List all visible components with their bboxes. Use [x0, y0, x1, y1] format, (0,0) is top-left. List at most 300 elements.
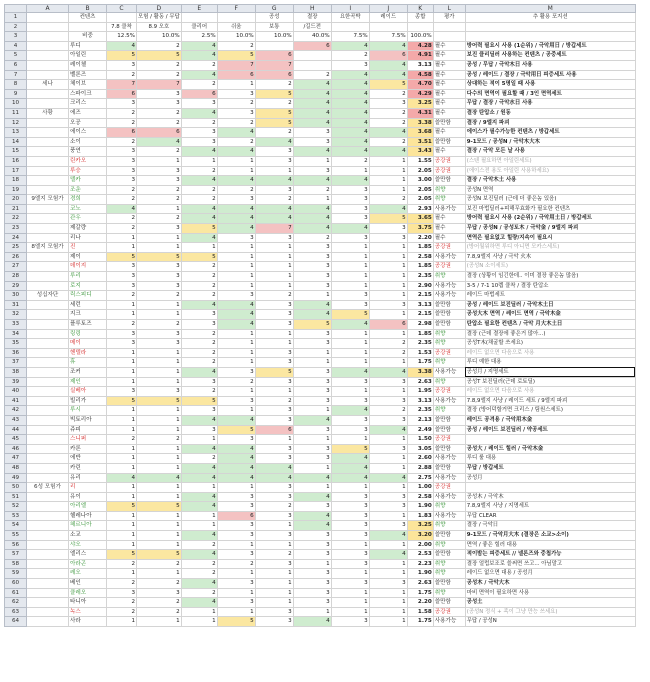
- blank-cell[interactable]: [27, 89, 69, 99]
- row-number[interactable]: 19: [5, 185, 27, 195]
- rating-cell[interactable]: 쓸만함: [433, 550, 465, 560]
- score-cell[interactable]: 1: [107, 531, 137, 541]
- score-cell[interactable]: 4: [181, 147, 217, 157]
- rating-cell[interactable]: 사용가능: [433, 511, 465, 521]
- score-cell[interactable]: 3: [369, 377, 407, 387]
- score-cell[interactable]: 1: [255, 540, 293, 550]
- score-cell[interactable]: 1: [181, 156, 217, 166]
- hero-name[interactable]: 리: [69, 483, 107, 493]
- rating-cell[interactable]: 공강권: [433, 243, 465, 253]
- blank-cell[interactable]: [27, 425, 69, 435]
- score-cell[interactable]: 3: [331, 579, 369, 589]
- group-label[interactable]: 8엘지 모험가: [27, 243, 69, 253]
- score-cell[interactable]: 1: [331, 435, 369, 445]
- score-cell[interactable]: 3: [255, 156, 293, 166]
- score-cell[interactable]: 5: [331, 444, 369, 454]
- group-label[interactable]: 사황: [27, 108, 69, 118]
- score-cell[interactable]: 3: [369, 492, 407, 502]
- usage-note[interactable]: 공성N 면역: [465, 185, 635, 195]
- weight-f[interactable]: 10.0%: [217, 32, 255, 42]
- score-cell[interactable]: 3: [331, 492, 369, 502]
- usage-note[interactable]: [465, 435, 635, 445]
- score-cell[interactable]: 2: [217, 41, 255, 51]
- score-cell[interactable]: 2: [181, 559, 217, 569]
- total-score[interactable]: 3.75: [407, 224, 433, 234]
- blank-cell[interactable]: [27, 147, 69, 157]
- score-cell[interactable]: 3: [181, 377, 217, 387]
- score-cell[interactable]: 4: [217, 463, 255, 473]
- score-cell[interactable]: 3: [293, 281, 331, 291]
- usage-note[interactable]: 공성 / 레이드 보진딜러 / 극악木土日: [465, 300, 635, 310]
- rating-cell[interactable]: 필수: [433, 224, 465, 234]
- total-score[interactable]: 2.05: [407, 166, 433, 176]
- score-cell[interactable]: 2: [293, 70, 331, 80]
- score-cell[interactable]: 3: [293, 128, 331, 138]
- row-number[interactable]: 38: [5, 367, 27, 377]
- usage-note[interactable]: 레이드 없으면 다음으로 사용: [465, 387, 635, 397]
- column-header-k[interactable]: K: [407, 5, 433, 13]
- score-cell[interactable]: 4: [255, 176, 293, 186]
- usage-note[interactable]: 결장 / 극악 모든 날 사용: [465, 147, 635, 157]
- score-cell[interactable]: 5: [217, 425, 255, 435]
- score-cell[interactable]: 4: [137, 473, 182, 483]
- row-number[interactable]: 37: [5, 358, 27, 368]
- score-cell[interactable]: 4: [217, 128, 255, 138]
- score-cell[interactable]: 1: [217, 607, 255, 617]
- row-number[interactable]: 33: [5, 320, 27, 330]
- score-cell[interactable]: 1: [181, 435, 217, 445]
- blank-cell[interactable]: [331, 22, 369, 32]
- score-cell[interactable]: 3: [331, 511, 369, 521]
- usage-note[interactable]: 결장 / 극악日: [465, 521, 635, 531]
- hero-name[interactable]: 카론: [69, 444, 107, 454]
- score-cell[interactable]: 5: [255, 89, 293, 99]
- score-cell[interactable]: 4: [293, 300, 331, 310]
- group-label[interactable]: 세나: [27, 80, 69, 90]
- score-cell[interactable]: 2: [255, 396, 293, 406]
- score-cell[interactable]: 2: [369, 137, 407, 147]
- hero-name[interactable]: 소이: [69, 137, 107, 147]
- total-score[interactable]: 2.05: [407, 185, 433, 195]
- score-cell[interactable]: 2: [107, 108, 137, 118]
- score-cell[interactable]: 3: [217, 550, 255, 560]
- hero-name[interactable]: 베인: [69, 579, 107, 589]
- score-cell[interactable]: 3: [107, 60, 137, 70]
- blank-cell[interactable]: [27, 176, 69, 186]
- header-total[interactable]: 종합: [407, 13, 433, 23]
- score-cell[interactable]: 2: [181, 540, 217, 550]
- score-cell[interactable]: 1: [255, 435, 293, 445]
- total-score[interactable]: 1.75: [407, 617, 433, 627]
- score-cell[interactable]: 4: [331, 99, 369, 109]
- score-cell[interactable]: 2: [137, 214, 182, 224]
- score-cell[interactable]: 3: [255, 300, 293, 310]
- rating-cell[interactable]: 취향: [433, 406, 465, 416]
- row-number[interactable]: 49: [5, 473, 27, 483]
- row-number[interactable]: 25: [5, 243, 27, 253]
- score-cell[interactable]: 2: [331, 156, 369, 166]
- score-cell[interactable]: 4: [181, 176, 217, 186]
- score-cell[interactable]: 4: [369, 60, 407, 70]
- rating-cell[interactable]: 쓸만함: [433, 118, 465, 128]
- usage-note[interactable]: 루디 룰 대용: [465, 454, 635, 464]
- rating-cell[interactable]: 사용가능: [433, 281, 465, 291]
- score-cell[interactable]: 2: [107, 559, 137, 569]
- usage-note[interactable]: 7.8,9엘지 사냥 / 극악 火木: [465, 252, 635, 262]
- score-cell[interactable]: 1: [331, 598, 369, 608]
- rating-cell[interactable]: 필수: [433, 41, 465, 51]
- column-header-e[interactable]: E: [181, 5, 217, 13]
- score-cell[interactable]: 3: [217, 396, 255, 406]
- score-cell[interactable]: 3: [369, 502, 407, 512]
- score-cell[interactable]: 3: [255, 511, 293, 521]
- score-cell[interactable]: 3: [293, 502, 331, 512]
- row-number[interactable]: 11: [5, 108, 27, 118]
- score-cell[interactable]: 2: [217, 118, 255, 128]
- score-cell[interactable]: 3: [369, 579, 407, 589]
- score-cell[interactable]: 1: [255, 588, 293, 598]
- score-cell[interactable]: 1: [217, 262, 255, 272]
- score-cell[interactable]: 2: [181, 262, 217, 272]
- rating-cell[interactable]: 쓸만함: [433, 310, 465, 320]
- score-cell[interactable]: 1: [369, 607, 407, 617]
- score-cell[interactable]: 1: [137, 531, 182, 541]
- score-cell[interactable]: 1: [369, 387, 407, 397]
- rating-cell[interactable]: 공강권: [433, 156, 465, 166]
- score-cell[interactable]: 3: [255, 406, 293, 416]
- weight-h[interactable]: 40.0%: [293, 32, 331, 42]
- score-cell[interactable]: 4: [369, 70, 407, 80]
- row-number[interactable]: 63: [5, 607, 27, 617]
- score-cell[interactable]: 4: [217, 415, 255, 425]
- score-cell[interactable]: 1: [255, 166, 293, 176]
- weight-k[interactable]: 100.0%: [407, 32, 433, 42]
- blank-cell[interactable]: [369, 22, 407, 32]
- score-cell[interactable]: 5: [137, 396, 182, 406]
- row-number[interactable]: 3: [5, 32, 27, 42]
- hero-name[interactable]: 녹스: [69, 607, 107, 617]
- score-cell[interactable]: 3: [293, 396, 331, 406]
- score-cell[interactable]: 2: [137, 118, 182, 128]
- usage-note[interactable]: 결장 (근데 결장에 좋은거 많아...): [465, 329, 635, 339]
- score-cell[interactable]: 1: [293, 195, 331, 205]
- row-number[interactable]: 31: [5, 300, 27, 310]
- score-cell[interactable]: 1: [331, 588, 369, 598]
- score-cell[interactable]: [255, 41, 293, 51]
- column-header-b[interactable]: B: [69, 5, 107, 13]
- score-cell[interactable]: 1: [137, 540, 182, 550]
- score-cell[interactable]: 5: [137, 502, 182, 512]
- score-cell[interactable]: 1: [293, 406, 331, 416]
- score-cell[interactable]: 1: [255, 329, 293, 339]
- score-cell[interactable]: 4: [369, 473, 407, 483]
- rating-cell[interactable]: 사용가능: [433, 204, 465, 214]
- score-cell[interactable]: 7: [255, 60, 293, 70]
- row-number[interactable]: 64: [5, 617, 27, 627]
- blank-cell[interactable]: [27, 454, 69, 464]
- score-cell[interactable]: 1: [137, 156, 182, 166]
- score-cell[interactable]: 1: [217, 281, 255, 291]
- score-cell[interactable]: 4: [217, 214, 255, 224]
- rating-cell[interactable]: 필수: [433, 233, 465, 243]
- row-number[interactable]: 46: [5, 444, 27, 454]
- usage-note[interactable]: (방어월워하면 루디 아니면 모카스세트): [465, 243, 635, 253]
- blank-cell[interactable]: [27, 406, 69, 416]
- score-cell[interactable]: 5: [369, 80, 407, 90]
- score-cell[interactable]: 1: [331, 166, 369, 176]
- hero-name[interactable]: 아리엘: [69, 502, 107, 512]
- score-cell[interactable]: 2: [181, 454, 217, 464]
- score-cell[interactable]: 2: [181, 80, 217, 90]
- score-cell[interactable]: 1: [255, 339, 293, 349]
- row-number[interactable]: 55: [5, 531, 27, 541]
- rating-cell[interactable]: 취향: [433, 358, 465, 368]
- score-cell[interactable]: 3: [293, 272, 331, 282]
- score-cell[interactable]: 2: [255, 128, 293, 138]
- score-cell[interactable]: 2: [369, 339, 407, 349]
- score-cell[interactable]: 3: [181, 99, 217, 109]
- score-cell[interactable]: 1: [217, 80, 255, 90]
- score-cell[interactable]: 3: [137, 387, 182, 397]
- score-cell[interactable]: 4: [217, 473, 255, 483]
- score-cell[interactable]: 1: [369, 272, 407, 282]
- hero-name[interactable]: 로지: [69, 281, 107, 291]
- score-cell[interactable]: 3: [331, 550, 369, 560]
- total-score[interactable]: 2.20: [407, 233, 433, 243]
- score-cell[interactable]: 4: [107, 473, 137, 483]
- score-cell[interactable]: 1: [331, 607, 369, 617]
- score-cell[interactable]: 1: [255, 569, 293, 579]
- score-cell[interactable]: 3: [331, 415, 369, 425]
- score-cell[interactable]: 6: [369, 51, 407, 61]
- score-cell[interactable]: 4: [181, 70, 217, 80]
- score-cell[interactable]: 1: [255, 272, 293, 282]
- score-cell[interactable]: 1: [293, 156, 331, 166]
- blank-cell[interactable]: [27, 569, 69, 579]
- score-cell[interactable]: 1: [217, 588, 255, 598]
- score-cell[interactable]: 3: [255, 185, 293, 195]
- score-cell[interactable]: 5: [107, 252, 137, 262]
- score-cell[interactable]: 2: [369, 89, 407, 99]
- blank-cell[interactable]: [107, 13, 137, 23]
- score-cell[interactable]: 4: [181, 367, 217, 377]
- header-sub-e[interactable]: 클리어: [181, 22, 217, 32]
- score-cell[interactable]: 5: [107, 51, 137, 61]
- score-cell[interactable]: 4: [181, 473, 217, 483]
- blank-cell[interactable]: [27, 310, 69, 320]
- hero-name[interactable]: 제인: [69, 377, 107, 387]
- score-cell[interactable]: 3: [331, 396, 369, 406]
- total-score[interactable]: 2.58: [407, 252, 433, 262]
- blank-cell[interactable]: [27, 444, 69, 454]
- score-cell[interactable]: 4: [369, 147, 407, 157]
- score-cell[interactable]: 2: [181, 339, 217, 349]
- hero-name[interactable]: 빌리가: [69, 396, 107, 406]
- hero-name[interactable]: 휴: [69, 358, 107, 368]
- total-score[interactable]: 2.88: [407, 463, 433, 473]
- score-cell[interactable]: 1: [255, 579, 293, 589]
- row-number[interactable]: 56: [5, 540, 27, 550]
- score-cell[interactable]: 3: [217, 531, 255, 541]
- score-cell[interactable]: 2: [137, 435, 182, 445]
- row-number[interactable]: 20: [5, 195, 27, 205]
- score-cell[interactable]: 7: [137, 80, 182, 90]
- usage-note[interactable]: 보진 마법딜러+피해무효화가 필요한 컨텐츠: [465, 204, 635, 214]
- hero-name[interactable]: 조커: [69, 367, 107, 377]
- total-score[interactable]: 3.13: [407, 60, 433, 70]
- score-cell[interactable]: 3: [293, 540, 331, 550]
- score-cell[interactable]: [293, 60, 331, 70]
- usage-note[interactable]: 9-1모드 / 극악月大木 (결장은 소교>소이): [465, 531, 635, 541]
- score-cell[interactable]: 3: [137, 99, 182, 109]
- blank-cell[interactable]: [27, 550, 69, 560]
- total-score[interactable]: 3.00: [407, 176, 433, 186]
- score-cell[interactable]: 1: [181, 521, 217, 531]
- score-cell[interactable]: 3: [255, 415, 293, 425]
- blank-cell[interactable]: [27, 156, 69, 166]
- score-cell[interactable]: 6: [293, 41, 331, 51]
- row-number[interactable]: 28: [5, 272, 27, 282]
- rating-cell[interactable]: 취향: [433, 588, 465, 598]
- score-cell[interactable]: 2: [293, 185, 331, 195]
- score-cell[interactable]: 4: [331, 406, 369, 416]
- score-cell[interactable]: 6: [107, 128, 137, 138]
- blank-cell[interactable]: [27, 377, 69, 387]
- score-cell[interactable]: 5: [331, 310, 369, 320]
- total-score[interactable]: 1.85: [407, 243, 433, 253]
- score-cell[interactable]: 3: [217, 502, 255, 512]
- usage-note[interactable]: 3-5 / 7-1 10렙 클착 / 결장 탄압소: [465, 281, 635, 291]
- blank-cell[interactable]: [27, 415, 69, 425]
- score-cell[interactable]: 4: [331, 176, 369, 186]
- usage-note[interactable]: 방어력 필요시 사용 (1순위) / 극악用日 / 방갑세트: [465, 41, 635, 51]
- usage-note[interactable]: 공성 / 레이드 보진딜러 / 약공세트: [465, 425, 635, 435]
- blank-cell[interactable]: [27, 521, 69, 531]
- score-cell[interactable]: 3: [293, 252, 331, 262]
- blank-cell[interactable]: [27, 272, 69, 282]
- score-cell[interactable]: 1: [369, 176, 407, 186]
- score-cell[interactable]: 1: [331, 252, 369, 262]
- blank-cell[interactable]: [433, 22, 465, 32]
- score-cell[interactable]: 2: [107, 435, 137, 445]
- score-cell[interactable]: 3: [293, 598, 331, 608]
- rating-cell[interactable]: 사용가능: [433, 252, 465, 262]
- row-number[interactable]: 44: [5, 425, 27, 435]
- score-cell[interactable]: 1: [369, 435, 407, 445]
- hero-name[interactable]: 제갈량: [69, 224, 107, 234]
- blank-cell[interactable]: [181, 13, 217, 23]
- total-score[interactable]: 3.38: [407, 367, 433, 377]
- score-cell[interactable]: 1: [255, 243, 293, 253]
- score-cell[interactable]: 3: [255, 559, 293, 569]
- row-number[interactable]: 52: [5, 502, 27, 512]
- usage-note[interactable]: 공성大木 면역 / 레이드 면역 / 극악木金: [465, 310, 635, 320]
- usage-note[interactable]: 방어력 필요시 사용 (2순위) / 극악用土日 / 방갑세트: [465, 214, 635, 224]
- rating-cell[interactable]: 필수: [433, 147, 465, 157]
- hero-name[interactable]: 메이: [69, 339, 107, 349]
- weight-j[interactable]: 7.5%: [369, 32, 407, 42]
- score-cell[interactable]: 3: [293, 377, 331, 387]
- score-cell[interactable]: 3: [181, 128, 217, 138]
- row-number[interactable]: 50: [5, 483, 27, 493]
- rating-cell[interactable]: 쓸만함: [433, 300, 465, 310]
- score-cell[interactable]: 5: [293, 320, 331, 330]
- score-cell[interactable]: 2: [137, 559, 182, 569]
- score-cell[interactable]: 4: [181, 204, 217, 214]
- usage-note[interactable]: 9-1모드 / 공성N / 극악木大木: [465, 137, 635, 147]
- score-cell[interactable]: 2: [181, 281, 217, 291]
- rating-cell[interactable]: 공강권: [433, 435, 465, 445]
- blank-cell[interactable]: [27, 559, 69, 569]
- hero-name[interactable]: 벨론즈: [69, 70, 107, 80]
- score-cell[interactable]: 2: [181, 185, 217, 195]
- score-cell[interactable]: 2: [137, 291, 182, 301]
- total-score[interactable]: 2.98: [407, 320, 433, 330]
- row-number[interactable]: 45: [5, 435, 27, 445]
- score-cell[interactable]: 1: [293, 348, 331, 358]
- column-header-j[interactable]: J: [369, 5, 407, 13]
- usage-note[interactable]: 레이드 마법세트: [465, 291, 635, 301]
- score-cell[interactable]: 2: [181, 387, 217, 397]
- score-cell[interactable]: 1: [369, 166, 407, 176]
- score-cell[interactable]: 1: [293, 358, 331, 368]
- score-cell[interactable]: 1: [217, 252, 255, 262]
- score-cell[interactable]: 1: [217, 569, 255, 579]
- score-cell[interactable]: 4: [293, 176, 331, 186]
- hero-name[interactable]: 사라: [69, 617, 107, 627]
- rating-cell[interactable]: 필수: [433, 108, 465, 118]
- usage-note[interactable]: 공성土: [465, 598, 635, 608]
- score-cell[interactable]: 1: [331, 272, 369, 282]
- score-cell[interactable]: 4: [217, 444, 255, 454]
- score-cell[interactable]: 1: [107, 377, 137, 387]
- score-cell[interactable]: 1: [107, 415, 137, 425]
- row-number[interactable]: 51: [5, 492, 27, 502]
- row-number[interactable]: 57: [5, 550, 27, 560]
- row-number[interactable]: 22: [5, 214, 27, 224]
- score-cell[interactable]: 1: [369, 185, 407, 195]
- row-number[interactable]: 5: [5, 51, 27, 61]
- score-cell[interactable]: 1: [369, 329, 407, 339]
- rating-cell[interactable]: 취향: [433, 540, 465, 550]
- score-cell[interactable]: 4: [331, 108, 369, 118]
- score-cell[interactable]: 3: [331, 185, 369, 195]
- score-cell[interactable]: 5: [181, 224, 217, 234]
- row-number[interactable]: 9: [5, 89, 27, 99]
- score-cell[interactable]: 5: [255, 108, 293, 118]
- blank-cell[interactable]: [27, 233, 69, 243]
- score-cell[interactable]: 1: [217, 156, 255, 166]
- blank-cell[interactable]: [27, 224, 69, 234]
- score-cell[interactable]: 3: [293, 339, 331, 349]
- usage-note[interactable]: 결장 얼럽보조로 쓸써면 쓰고... 아님말고: [465, 559, 635, 569]
- blank-cell[interactable]: [407, 22, 433, 32]
- rating-cell[interactable]: 필수: [433, 70, 465, 80]
- score-cell[interactable]: 3: [255, 483, 293, 493]
- row-number[interactable]: 24: [5, 233, 27, 243]
- hero-name[interactable]: 스파이크: [69, 89, 107, 99]
- score-cell[interactable]: 4: [293, 99, 331, 109]
- score-cell[interactable]: 3: [137, 339, 182, 349]
- score-cell[interactable]: 1: [107, 444, 137, 454]
- score-cell[interactable]: 3: [137, 89, 182, 99]
- hero-name[interactable]: 풍연: [69, 147, 107, 157]
- score-cell[interactable]: 2: [217, 137, 255, 147]
- score-cell[interactable]: 4: [331, 41, 369, 51]
- hero-name[interactable]: 소교: [69, 531, 107, 541]
- score-cell[interactable]: 4: [293, 89, 331, 99]
- score-cell[interactable]: 3: [107, 99, 137, 109]
